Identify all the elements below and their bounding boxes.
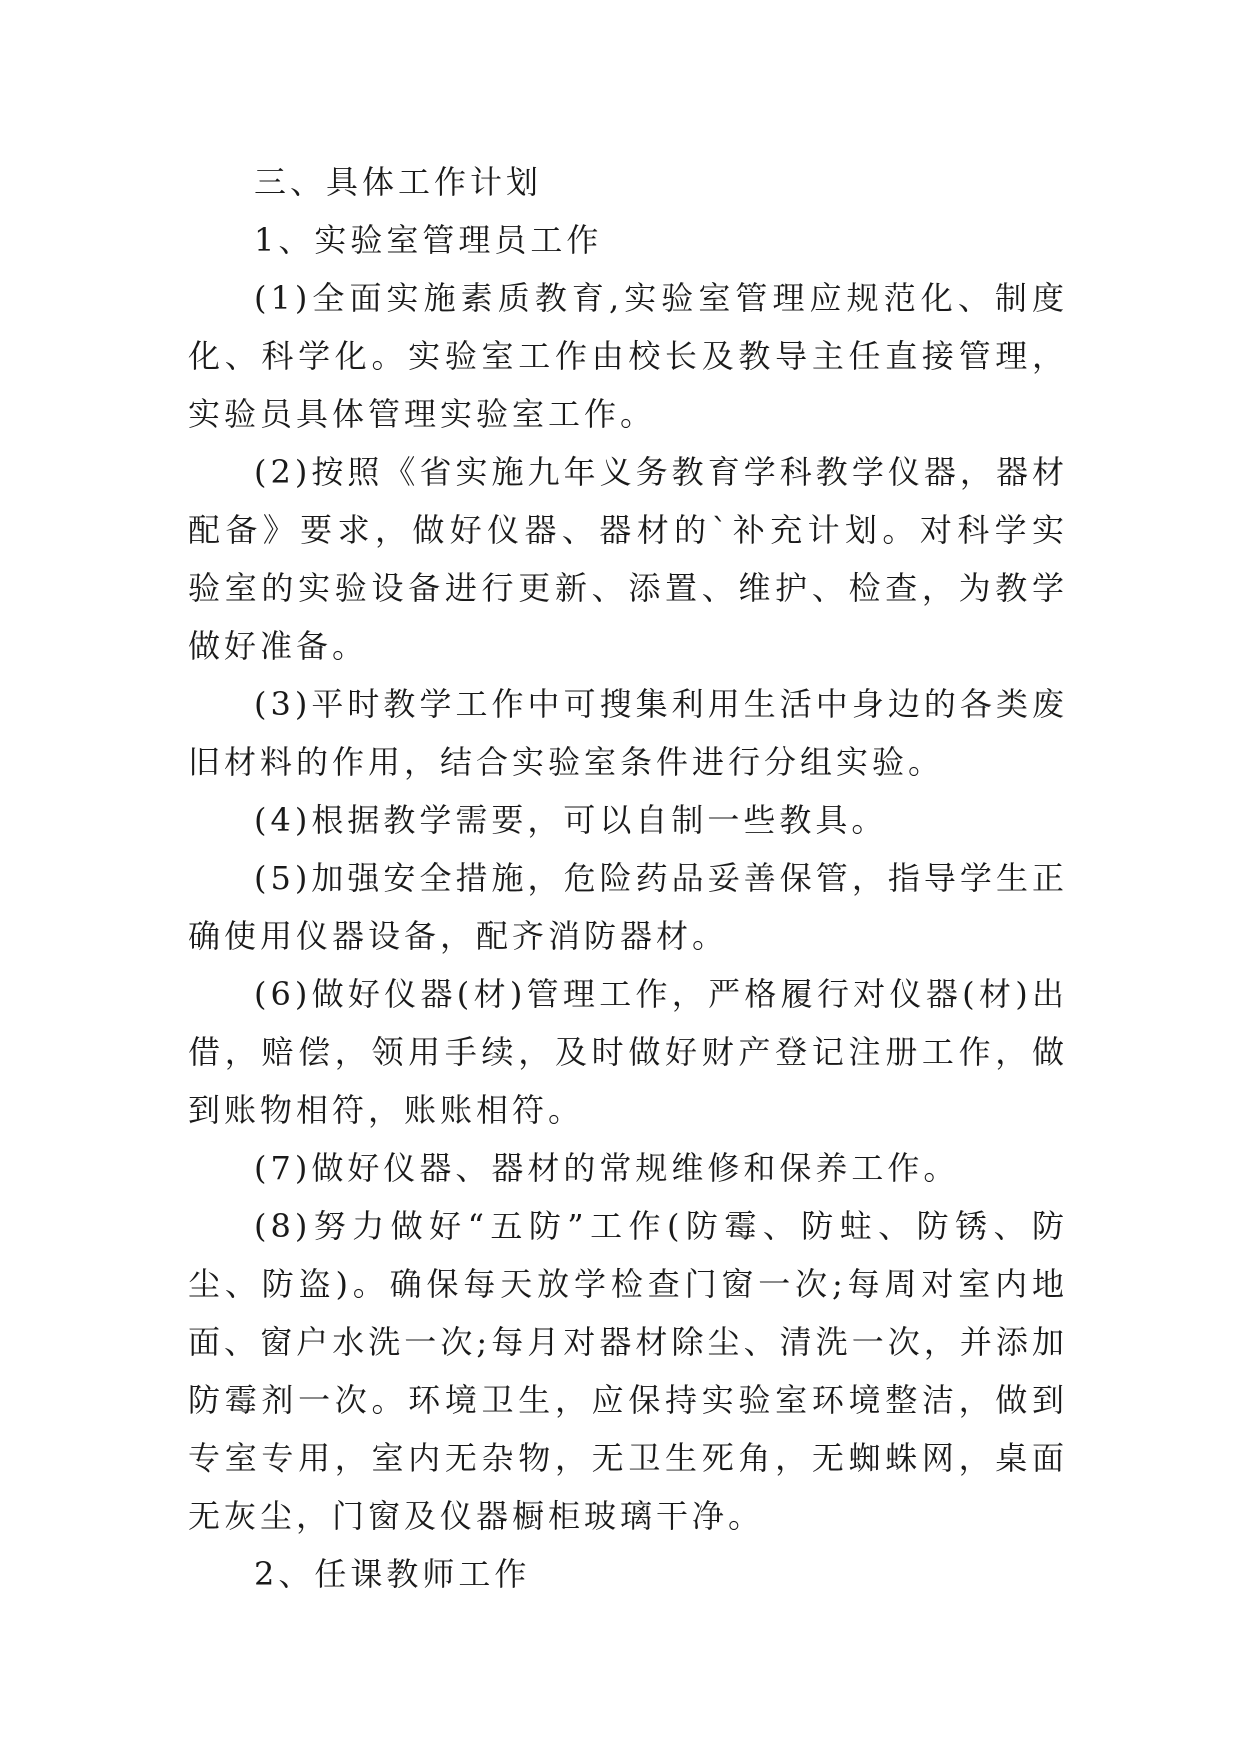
subsection-title-1: 1、实验室管理员工作 xyxy=(254,221,603,259)
list-item: (4)根据教学需要，可以自制一些教具。 xyxy=(254,801,888,839)
subsection-title-2: 2、任课教师工作 xyxy=(254,1555,531,1593)
list-item: (6)做好仪器(材)管理工作，严格履行对仪器(材)出借，赔偿，领用手续，及时做好财产登记注册工作，做到账物相符，账账相符。 xyxy=(188,975,1068,1129)
list-item: (1)全面实施素质教育,实验室管理应规范化、制度化、科学化。实验室工作由校长及教导主任直接管理，实验员具体管理实验室工作。 xyxy=(188,279,1068,433)
list-item: (2)按照《省实施九年义务教育学科教学仪器，器材配备》要求，做好仪器、器材的`补充计划。对科学实验室的实验设备进行更新、添置、维护、检查，为教学做好准备。 xyxy=(188,453,1068,665)
list-item: (8)努力做好“五防”工作(防霉、防蛀、防锈、防尘、防盗)。确保每天放学检查门窗一次;每周对室内地面、窗户水洗一次;每月对器材除尘、清洗一次，并添加防霉剂一次。环境卫生，应保持实验室环境整洁，做到专室专用，室内无杂物，无卫生死角，无蜘蛛网，桌面无灰尘，门窗及仪器橱柜玻璃干净。 xyxy=(188,1207,1068,1535)
list-item: (3)平时教学工作中可搜集利用生活中身边的各类废旧材料的作用，结合实验室条件进行分组实验。 xyxy=(188,685,1068,781)
list-item: (5)加强安全措施，危险药品妥善保管，指导学生正确使用仪器设备，配齐消防器材。 xyxy=(188,859,1068,955)
list-item: (7)做好仪器、器材的常规维修和保养工作。 xyxy=(254,1149,960,1187)
document-body xyxy=(188,153,1068,1603)
section-title: 三、具体工作计划 xyxy=(254,163,543,201)
